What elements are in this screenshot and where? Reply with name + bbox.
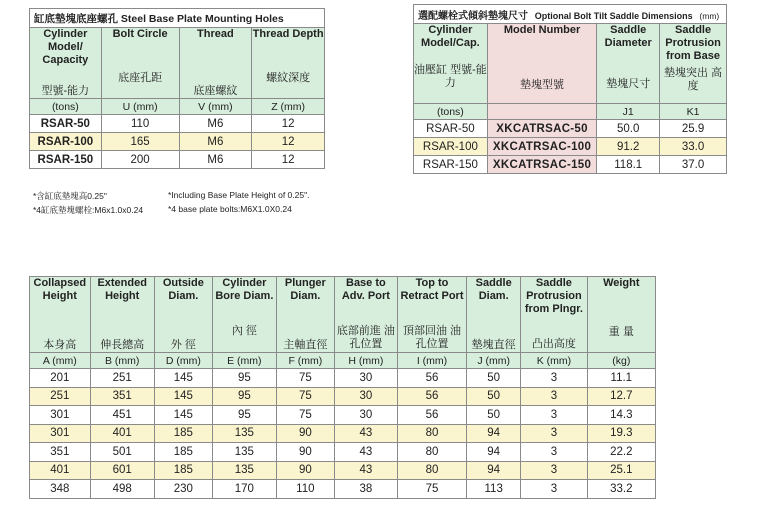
table-cell: 90 bbox=[276, 461, 334, 480]
table-cell: 14.3 bbox=[587, 406, 655, 425]
dimensions-table-units bbox=[30, 353, 656, 369]
unit-cell: I (mm) bbox=[397, 353, 466, 369]
note-cn-1: *含缸底墊塊高0.25" bbox=[33, 191, 107, 201]
table-cell: 498 bbox=[90, 480, 154, 499]
table-cell: 90 bbox=[276, 424, 334, 443]
header-saddle-protrusion: Saddle Protrusion from Base 墊塊突出 高度 bbox=[660, 24, 727, 104]
unit-cell: J1 bbox=[597, 104, 660, 120]
table-row bbox=[30, 369, 656, 388]
column-header-cn: 底部前進 油孔位置 bbox=[336, 325, 395, 350]
unit-cell: U (mm) bbox=[101, 99, 179, 115]
table-row bbox=[30, 480, 656, 499]
column-header-en: Weight bbox=[603, 277, 640, 289]
column-header-cn: 頂部回油 油孔位置 bbox=[402, 325, 462, 350]
unit-cell: A (mm) bbox=[30, 353, 91, 369]
column-header-en: Collapsed Height bbox=[33, 277, 87, 302]
table-cell: 3 bbox=[521, 406, 587, 425]
row-model-label: RSAR-100 bbox=[30, 133, 102, 151]
table-cell: 601 bbox=[90, 461, 154, 480]
table-cell: RSAR-50 bbox=[414, 120, 488, 138]
table-cell: 110 bbox=[276, 480, 334, 499]
table-cell: 230 bbox=[154, 480, 212, 499]
table-cell: 351 bbox=[90, 387, 154, 406]
table-cell: 50 bbox=[467, 387, 521, 406]
table-cell: 25.1 bbox=[587, 461, 655, 480]
table-cell: 56 bbox=[397, 369, 466, 388]
table-cell: M6 bbox=[179, 151, 252, 169]
column-header-cn: 伸長總高 bbox=[100, 339, 145, 351]
unit-cell: H (mm) bbox=[334, 353, 397, 369]
column-header-en: Plunger Diam. bbox=[284, 277, 326, 302]
note-en-2: *4 base plate bolts:M6X1.0X0.24 bbox=[168, 204, 292, 214]
table-cell: 94 bbox=[467, 461, 521, 480]
table-cell: 3 bbox=[521, 443, 587, 462]
table-cell: 25.9 bbox=[660, 120, 727, 138]
row-model-label: RSAR-50 bbox=[30, 115, 102, 133]
table-cell: 50.0 bbox=[597, 120, 660, 138]
table-cell: 165 bbox=[101, 133, 179, 151]
column-header-cn: 本身高 bbox=[43, 339, 77, 351]
note-en-1: *Including Base Plate Height of 0.25". bbox=[168, 190, 310, 200]
table-cell: 75 bbox=[397, 480, 466, 499]
table-cell: 30 bbox=[334, 406, 397, 425]
unit-cell: D (mm) bbox=[154, 353, 212, 369]
table-cell: 75 bbox=[276, 369, 334, 388]
table-cell: 301 bbox=[30, 406, 91, 425]
table-cell: 75 bbox=[276, 387, 334, 406]
table-cell: 348 bbox=[30, 480, 91, 499]
table-cell: 56 bbox=[397, 387, 466, 406]
unit-cell bbox=[487, 104, 597, 120]
table-cell: 80 bbox=[397, 443, 466, 462]
table-cell: 135 bbox=[212, 461, 276, 480]
base-plate-table-title: 缸底墊塊底座螺孔 Steel Base Plate Mounting Holes bbox=[30, 9, 325, 28]
table-cell: 43 bbox=[334, 461, 397, 480]
table-cell: 38 bbox=[334, 480, 397, 499]
header-model-number: Model Number 墊塊型號 bbox=[487, 24, 597, 104]
base-plate-table bbox=[29, 8, 325, 169]
unit-cell: K (mm) bbox=[521, 353, 587, 369]
table-cell: 185 bbox=[154, 424, 212, 443]
column-header-cn: 內 徑 bbox=[231, 325, 257, 337]
table-cell: 401 bbox=[90, 424, 154, 443]
table-row bbox=[30, 387, 656, 406]
table-cell: 22.2 bbox=[587, 443, 655, 462]
header-cylinder-model: Cylinder Model/ Capacity 型號-能力 bbox=[30, 28, 102, 99]
table-cell: 301 bbox=[30, 424, 91, 443]
table-cell: 91.2 bbox=[597, 138, 660, 156]
unit-cell: (kg) bbox=[587, 353, 655, 369]
unit-cell: V (mm) bbox=[179, 99, 252, 115]
table-cell: 145 bbox=[154, 369, 212, 388]
table-cell: 50 bbox=[467, 406, 521, 425]
table-cell: 33.0 bbox=[660, 138, 727, 156]
dimensions-table bbox=[29, 276, 656, 499]
note-cn-2: *4缸底墊塊螺栓:M6x1.0x0.24 bbox=[33, 205, 144, 215]
table-cell: 3 bbox=[521, 480, 587, 499]
table-cell: 135 bbox=[212, 424, 276, 443]
unit-cell: J (mm) bbox=[467, 353, 521, 369]
column-header bbox=[521, 277, 587, 353]
table-cell: 12 bbox=[252, 115, 325, 133]
column-header bbox=[30, 277, 91, 353]
table-cell: 56 bbox=[397, 406, 466, 425]
column-header-cn: 主軸直徑 bbox=[283, 339, 328, 351]
table-cell: 3 bbox=[521, 424, 587, 443]
saddle-table-body bbox=[414, 120, 727, 174]
column-header-en: Cylinder Bore Diam. bbox=[215, 277, 274, 302]
table-cell: 30 bbox=[334, 387, 397, 406]
table-cell: M6 bbox=[179, 115, 252, 133]
table-cell: 3 bbox=[521, 461, 587, 480]
table-cell: 30 bbox=[334, 369, 397, 388]
table-cell: 118.1 bbox=[597, 156, 660, 174]
table-cell: RSAR-100 bbox=[414, 138, 488, 156]
dimensions-table-body bbox=[30, 369, 656, 499]
table-cell: 3 bbox=[521, 369, 587, 388]
table-cell: 12 bbox=[252, 151, 325, 169]
table-cell: 80 bbox=[397, 461, 466, 480]
table-cell: 113 bbox=[467, 480, 521, 499]
header-cylinder-cap: Cylinder Model/Cap. 油壓缸 型號-能力 bbox=[414, 24, 488, 104]
column-header-en: Top to Retract Port bbox=[400, 277, 464, 302]
unit-cell: Z (mm) bbox=[252, 99, 325, 115]
table-cell: 33.2 bbox=[587, 480, 655, 499]
table-row bbox=[414, 138, 727, 156]
table-cell: 50 bbox=[467, 369, 521, 388]
unit-cell: (tons) bbox=[414, 104, 488, 120]
column-header-en: Outside Diam. bbox=[162, 277, 204, 302]
table-cell: 185 bbox=[154, 461, 212, 480]
table-cell: 251 bbox=[30, 387, 91, 406]
table-cell: 75 bbox=[276, 406, 334, 425]
unit-cell: B (mm) bbox=[90, 353, 154, 369]
table-row bbox=[30, 461, 656, 480]
table-cell: 201 bbox=[30, 369, 91, 388]
table-cell: 501 bbox=[90, 443, 154, 462]
column-header bbox=[467, 277, 521, 353]
table-cell: 185 bbox=[154, 443, 212, 462]
column-header bbox=[154, 277, 212, 353]
header-bolt-circle: Bolt Circle 底座孔距 bbox=[101, 28, 179, 99]
table-row bbox=[30, 424, 656, 443]
table-cell: 80 bbox=[397, 424, 466, 443]
unit-cell: E (mm) bbox=[212, 353, 276, 369]
saddle-table bbox=[413, 4, 727, 174]
column-header-cn: 墊塊直徑 bbox=[471, 339, 516, 351]
saddle-model-number: XKCATRSAC-50 bbox=[487, 120, 597, 138]
table-cell: 43 bbox=[334, 443, 397, 462]
table-cell: M6 bbox=[179, 133, 252, 151]
table-cell: 12.7 bbox=[587, 387, 655, 406]
base-plate-table-body bbox=[30, 115, 325, 169]
table-cell: 94 bbox=[467, 443, 521, 462]
table-cell: 145 bbox=[154, 387, 212, 406]
table-cell: 19.3 bbox=[587, 424, 655, 443]
column-header bbox=[587, 277, 655, 353]
table-row bbox=[30, 443, 656, 462]
column-header bbox=[276, 277, 334, 353]
table-row bbox=[30, 133, 325, 151]
table-cell: 251 bbox=[90, 369, 154, 388]
unit-cell: (tons) bbox=[30, 99, 102, 115]
column-header-en: Saddle Diam. bbox=[475, 277, 512, 302]
column-header-cn: 外 徑 bbox=[170, 339, 196, 351]
saddle-model-number: XKCATRSAC-150 bbox=[487, 156, 597, 174]
table-cell: 110 bbox=[101, 115, 179, 133]
table-cell: 43 bbox=[334, 424, 397, 443]
header-thread-depth: Thread Depth 螺紋深度 bbox=[252, 28, 325, 99]
table-cell: 200 bbox=[101, 151, 179, 169]
table-cell: 11.1 bbox=[587, 369, 655, 388]
table-cell: 451 bbox=[90, 406, 154, 425]
table-cell: 401 bbox=[30, 461, 91, 480]
table-row bbox=[414, 120, 727, 138]
table-cell: 94 bbox=[467, 424, 521, 443]
table-row bbox=[30, 115, 325, 133]
table-cell: 90 bbox=[276, 443, 334, 462]
table-cell: 145 bbox=[154, 406, 212, 425]
table-cell: 12 bbox=[252, 133, 325, 151]
saddle-model-number: XKCATRSAC-100 bbox=[487, 138, 597, 156]
table-cell: 37.0 bbox=[660, 156, 727, 174]
column-header-cn: 凸出高度 bbox=[531, 338, 576, 350]
column-header bbox=[397, 277, 466, 353]
column-header-en: Base to Adv. Port bbox=[341, 277, 390, 302]
column-header bbox=[212, 277, 276, 353]
saddle-table-title: 選配螺栓式傾斜墊塊尺寸 Optional Bolt Tilt Saddle Dimensions (mm) bbox=[414, 5, 727, 24]
table-row bbox=[30, 406, 656, 425]
table-cell: 351 bbox=[30, 443, 91, 462]
header-thread: Thread 底座螺紋 bbox=[179, 28, 252, 99]
dimensions-table-header bbox=[30, 277, 656, 353]
table-cell: 95 bbox=[212, 369, 276, 388]
unit-cell: K1 bbox=[660, 104, 727, 120]
header-saddle-diameter: Saddle Diameter 墊塊尺寸 bbox=[597, 24, 660, 104]
table-cell: 95 bbox=[212, 406, 276, 425]
table-row bbox=[30, 151, 325, 169]
column-header bbox=[334, 277, 397, 353]
table-cell: RSAR-150 bbox=[414, 156, 488, 174]
row-model-label: RSAR-150 bbox=[30, 151, 102, 169]
table-cell: 3 bbox=[521, 387, 587, 406]
column-header bbox=[90, 277, 154, 353]
table-row bbox=[414, 156, 727, 174]
column-header-en: Saddle Protrusion from Plngr. bbox=[524, 277, 583, 315]
unit-cell: F (mm) bbox=[276, 353, 334, 369]
column-header-en: Extended Height bbox=[97, 277, 147, 302]
table-cell: 170 bbox=[212, 480, 276, 499]
table-cell: 95 bbox=[212, 387, 276, 406]
table-cell: 135 bbox=[212, 443, 276, 462]
column-header-cn: 重 量 bbox=[608, 326, 634, 338]
